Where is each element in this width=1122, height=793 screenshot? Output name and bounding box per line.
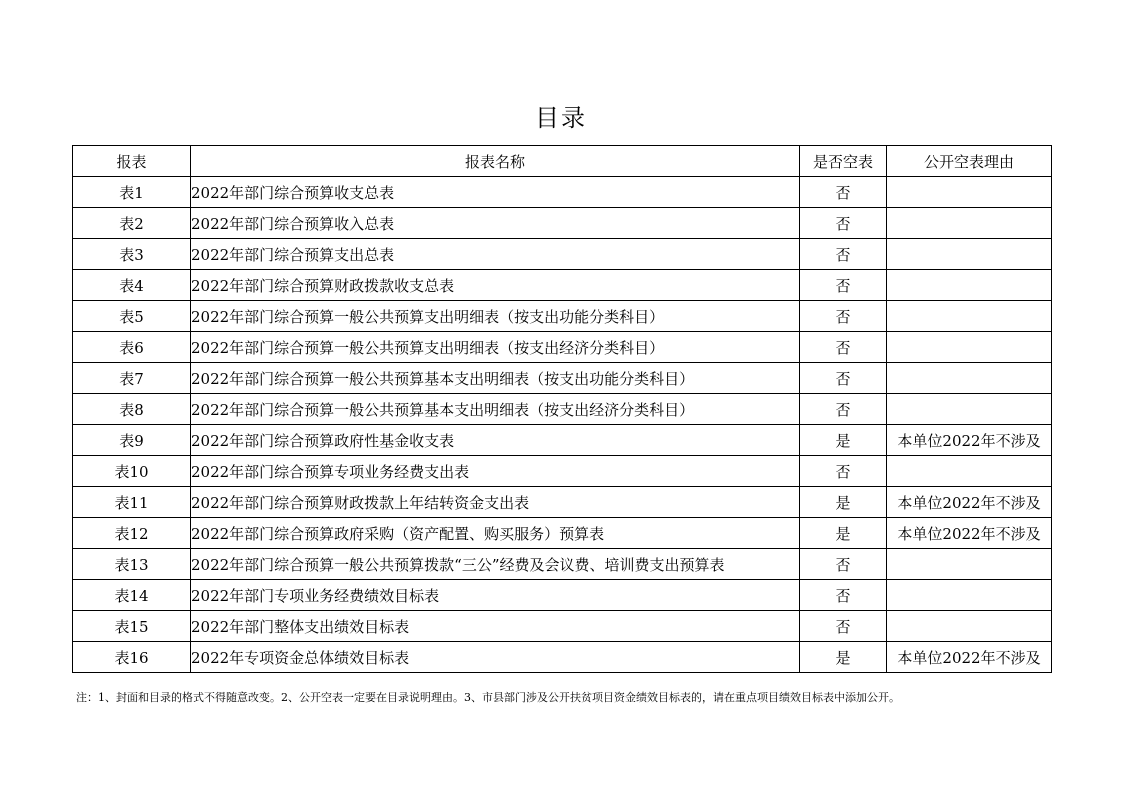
table-row xyxy=(73,363,1052,394)
report-name: 2022年部门综合预算一般公共预算基本支出明细表（按支出功能分类科目） xyxy=(191,363,800,394)
empty-reason xyxy=(887,208,1052,239)
report-name: 2022年部门综合预算一般公共预算支出明细表（按支出经济分类科目） xyxy=(191,332,800,363)
report-number: 表6 xyxy=(73,332,191,363)
is-empty-value: 否 xyxy=(800,332,887,363)
empty-reason xyxy=(887,239,1052,270)
report-number: 表1 xyxy=(73,177,191,208)
is-empty-value: 是 xyxy=(800,642,887,673)
table-row xyxy=(73,549,1052,580)
is-empty-value: 否 xyxy=(800,208,887,239)
footnote: 注：1、封面和目录的格式不得随意改变。2、公开空表一定要在目录说明理由。3、市县部门涉及公开扶贫项目资金绩效目标表的，请在重点项目绩效目标表中添加公开。 xyxy=(76,691,900,704)
report-name: 2022年专项资金总体绩效目标表 xyxy=(191,642,800,673)
empty-reason xyxy=(887,611,1052,642)
table-row xyxy=(73,301,1052,332)
report-number: 表7 xyxy=(73,363,191,394)
report-name: 2022年部门综合预算财政拨款上年结转资金支出表 xyxy=(191,487,800,518)
catalog-table xyxy=(72,145,1052,673)
report-name: 2022年部门综合预算政府采购（资产配置、购买服务）预算表 xyxy=(191,518,800,549)
is-empty-value: 是 xyxy=(800,518,887,549)
report-name: 2022年部门综合预算专项业务经费支出表 xyxy=(191,456,800,487)
report-name: 2022年部门综合预算一般公共预算支出明细表（按支出功能分类科目） xyxy=(191,301,800,332)
table-row xyxy=(73,456,1052,487)
table-header-row xyxy=(73,146,1052,177)
report-name: 2022年部门综合预算支出总表 xyxy=(191,239,800,270)
report-number: 表3 xyxy=(73,239,191,270)
is-empty-value: 否 xyxy=(800,239,887,270)
empty-reason: 本单位2022年不涉及 xyxy=(887,518,1052,549)
report-name: 2022年部门综合预算财政拨款收支总表 xyxy=(191,270,800,301)
report-name: 2022年部门综合预算政府性基金收支表 xyxy=(191,425,800,456)
is-empty-value: 否 xyxy=(800,394,887,425)
empty-reason xyxy=(887,301,1052,332)
page-title: 目录 xyxy=(535,104,587,132)
header-report-name: 报表名称 xyxy=(191,146,800,177)
table-row xyxy=(73,642,1052,673)
header-report: 报表 xyxy=(73,146,191,177)
report-name: 2022年部门综合预算收入总表 xyxy=(191,208,800,239)
is-empty-value: 否 xyxy=(800,301,887,332)
table-row xyxy=(73,394,1052,425)
table-row xyxy=(73,270,1052,301)
is-empty-value: 否 xyxy=(800,270,887,301)
report-name: 2022年部门综合预算一般公共预算基本支出明细表（按支出经济分类科目） xyxy=(191,394,800,425)
header-reason: 公开空表理由 xyxy=(887,146,1052,177)
empty-reason: 本单位2022年不涉及 xyxy=(887,425,1052,456)
report-name: 2022年部门综合预算一般公共预算拨款“三公”经费及会议费、培训费支出预算表 xyxy=(191,549,800,580)
empty-reason xyxy=(887,177,1052,208)
is-empty-value: 否 xyxy=(800,456,887,487)
is-empty-value: 否 xyxy=(800,611,887,642)
table-row xyxy=(73,239,1052,270)
empty-reason xyxy=(887,332,1052,363)
report-number: 表5 xyxy=(73,301,191,332)
report-number: 表11 xyxy=(73,487,191,518)
is-empty-value: 否 xyxy=(800,177,887,208)
table-row xyxy=(73,425,1052,456)
report-number: 表10 xyxy=(73,456,191,487)
table-row xyxy=(73,487,1052,518)
empty-reason xyxy=(887,549,1052,580)
is-empty-value: 否 xyxy=(800,549,887,580)
table-row xyxy=(73,580,1052,611)
is-empty-value: 否 xyxy=(800,363,887,394)
is-empty-value: 否 xyxy=(800,580,887,611)
table-row xyxy=(73,332,1052,363)
report-name: 2022年部门整体支出绩效目标表 xyxy=(191,611,800,642)
empty-reason xyxy=(887,363,1052,394)
empty-reason xyxy=(887,456,1052,487)
report-number: 表9 xyxy=(73,425,191,456)
is-empty-value: 是 xyxy=(800,425,887,456)
report-name: 2022年部门综合预算收支总表 xyxy=(191,177,800,208)
table-row xyxy=(73,611,1052,642)
report-name: 2022年部门专项业务经费绩效目标表 xyxy=(191,580,800,611)
report-number: 表8 xyxy=(73,394,191,425)
empty-reason xyxy=(887,270,1052,301)
report-number: 表4 xyxy=(73,270,191,301)
report-number: 表15 xyxy=(73,611,191,642)
report-number: 表16 xyxy=(73,642,191,673)
report-number: 表2 xyxy=(73,208,191,239)
is-empty-value: 是 xyxy=(800,487,887,518)
report-number: 表13 xyxy=(73,549,191,580)
table-row xyxy=(73,177,1052,208)
table-row xyxy=(73,208,1052,239)
table-row xyxy=(73,518,1052,549)
empty-reason: 本单位2022年不涉及 xyxy=(887,642,1052,673)
header-is-empty: 是否空表 xyxy=(800,146,887,177)
empty-reason: 本单位2022年不涉及 xyxy=(887,487,1052,518)
empty-reason xyxy=(887,394,1052,425)
empty-reason xyxy=(887,580,1052,611)
report-number: 表14 xyxy=(73,580,191,611)
report-number: 表12 xyxy=(73,518,191,549)
